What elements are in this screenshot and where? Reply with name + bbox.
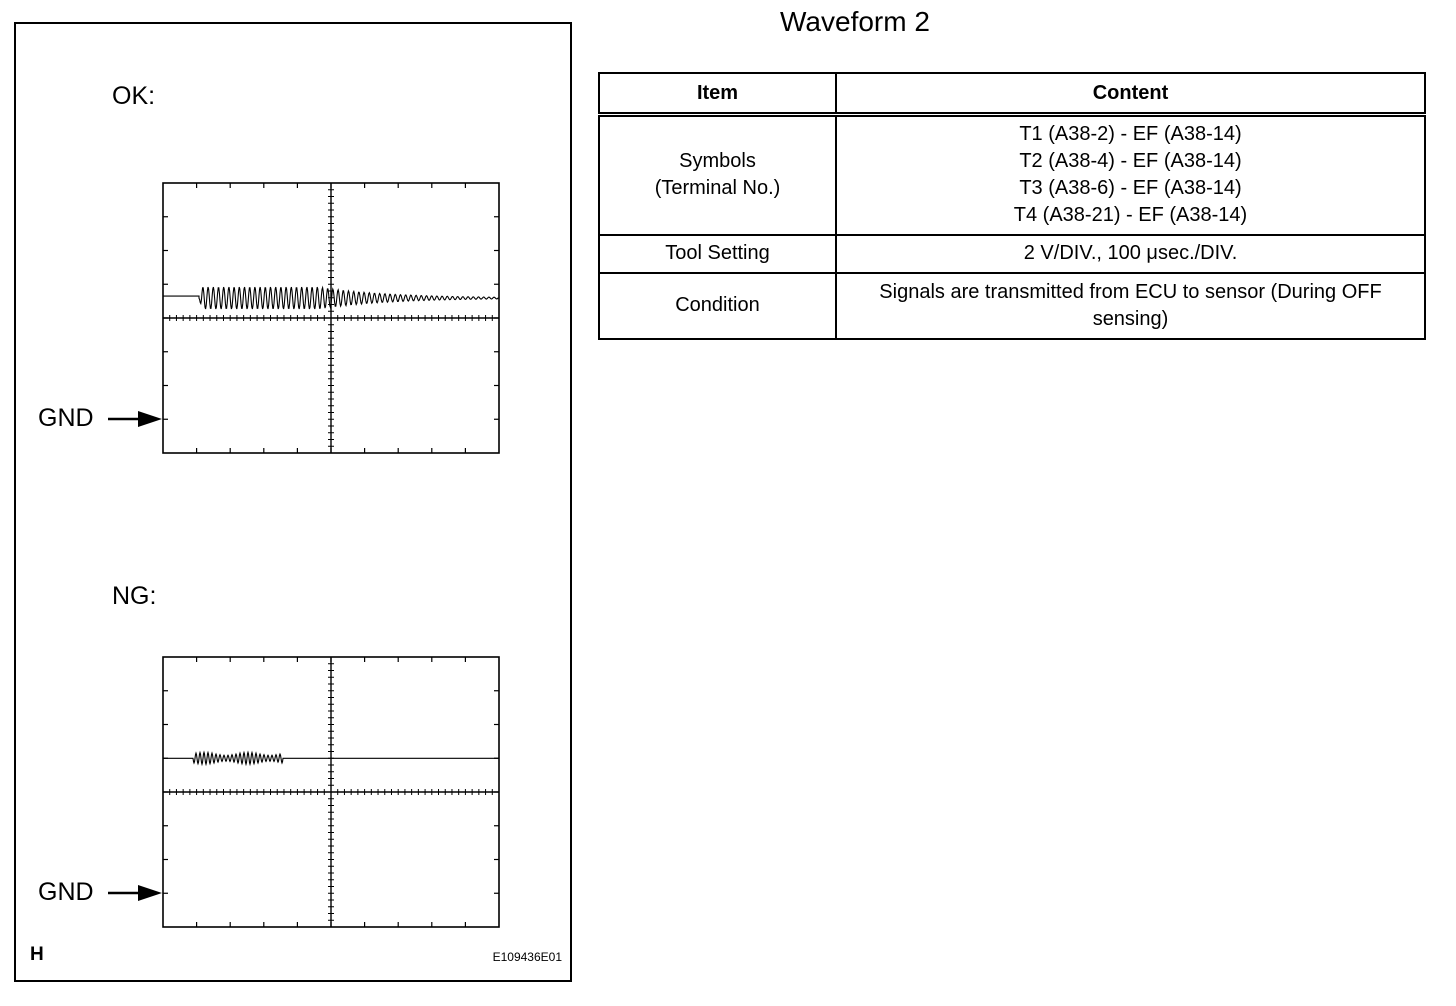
cell-line: Condition (675, 294, 760, 316)
cell-line: (Terminal No.) (654, 177, 781, 200)
ng-label: NG: (112, 582, 157, 610)
table-row (599, 235, 1425, 273)
table-row (599, 273, 1425, 339)
cell-line: Signals are transmitted from ECU to sensor (During OFF (879, 280, 1382, 303)
cell-line: T3 (A38-6) - EF (A38-14) (1019, 177, 1242, 200)
cell-line: T1 (A38-2) - EF (A38-14) (1019, 123, 1242, 146)
header-content: Content (836, 73, 1425, 115)
cell-line: Tool Setting (665, 242, 770, 264)
ng-gnd-arrow-icon (108, 883, 164, 903)
waveform-info-table (598, 72, 1426, 340)
page-title: Waveform 2 (780, 6, 930, 37)
header-item: Item (599, 73, 836, 115)
scope-graticule (163, 657, 499, 927)
cell-line: 2 V/DIV., 100 μsec./DIV. (1023, 242, 1238, 264)
table-row (599, 115, 1425, 235)
ng-oscilloscope-screen (162, 656, 500, 928)
cell-line: Symbols (679, 150, 756, 173)
corner-mark: H (30, 944, 44, 965)
table-header-row (599, 73, 1425, 115)
cell-line: T2 (A38-4) - EF (A38-14) (1019, 150, 1242, 173)
ok-gnd-arrow-icon (108, 409, 164, 429)
row-condition-content (836, 273, 1425, 339)
row-tool-setting-content (836, 235, 1425, 273)
cell-line: sensing) (1092, 307, 1169, 330)
ok-gnd-label: GND (38, 404, 94, 432)
ok-label: OK: (112, 82, 156, 110)
row-symbols-item (599, 115, 836, 235)
figure-id: E109436E01 (492, 950, 562, 964)
ng-gnd-label: GND (38, 878, 94, 906)
ok-oscilloscope-screen (162, 182, 500, 454)
row-condition-item (599, 273, 836, 339)
row-tool-setting-item (599, 235, 836, 273)
waveform-figure-panel (14, 22, 572, 982)
scope-graticule (163, 183, 499, 453)
cell-line: T4 (A38-21) - EF (A38-14) (1013, 204, 1248, 227)
row-symbols-content (836, 115, 1425, 235)
